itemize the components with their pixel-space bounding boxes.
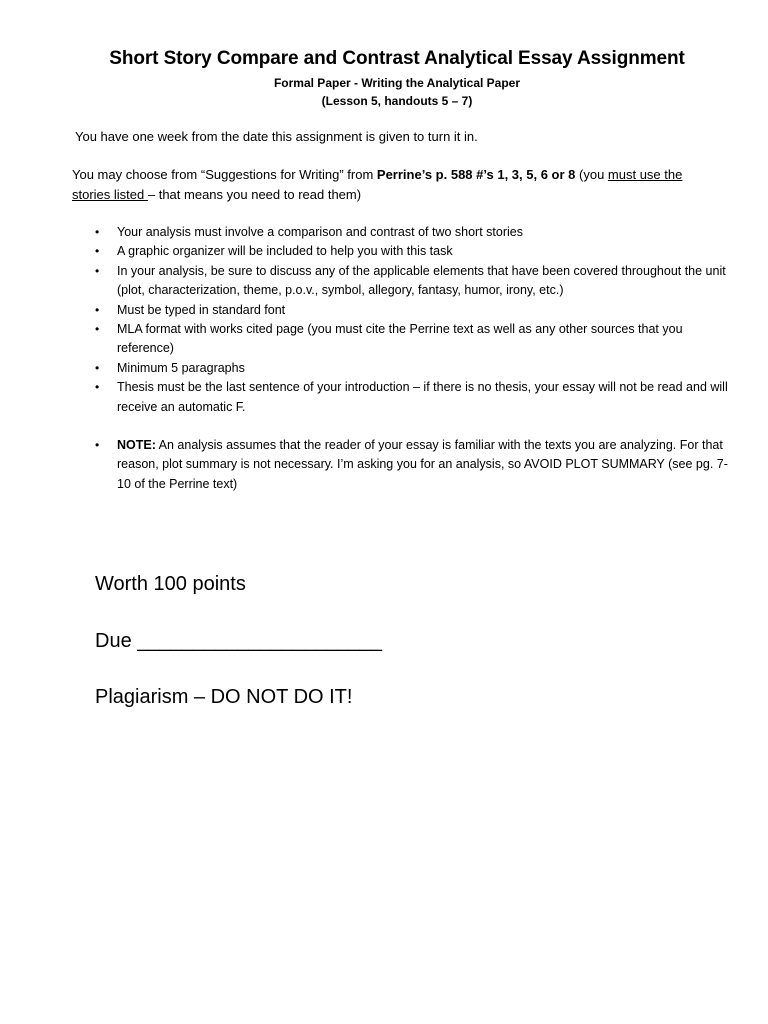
list-item (72, 242, 732, 261)
note-text: An analysis assumes that the reader of your essay is familiar with the texts you are analyzing. For that reason, plot summary is not necessary. I’m asking you for an analysis, so AVOID PLOT SUMMARY (see pg. 7-10 of the Perrine text) (117, 438, 728, 491)
due-window-paragraph: You have one week from the date this assignment is given to turn it in. (75, 129, 478, 144)
choose-underline-1: must use the (607, 167, 683, 182)
list-item-text: Minimum 5 paragraphs (117, 360, 245, 375)
bullet-icon: • (95, 322, 100, 337)
choose-suffix: – that means you need to read them) (147, 187, 362, 202)
subtitle-lesson: (Lesson 5, handouts 5 – 7) (321, 94, 473, 108)
choose-mid: (you (575, 167, 608, 182)
bullet-icon: • (95, 225, 100, 239)
choose-stories-paragraph (72, 165, 732, 205)
list-item-text: Thesis must be the last sentence of your introduction – if there is no thesis, your essay will not be read and will receive an automatic F. (117, 380, 728, 414)
bullet-icon: • (95, 263, 100, 278)
plagiarism-warning: Plagiarism – DO NOT DO IT! (95, 686, 353, 708)
bullet-icon: • (95, 380, 100, 395)
list-item (72, 223, 732, 242)
choose-bold-reference: Perrine’s p. 588 #’s 1, 3, 5, 6 or 8 (376, 167, 576, 182)
bullet-icon: • (95, 302, 100, 317)
bullet-icon: • (95, 438, 100, 453)
worth-points: Worth 100 points (95, 573, 246, 595)
list-item-text: A graphic organizer will be included to help you with this task (117, 244, 453, 259)
subtitle-formal-paper: Formal Paper - Writing the Analytical Paper (273, 76, 521, 90)
due-date-line: Due ______________________ (95, 630, 382, 652)
choose-underline-2: stories listed (72, 187, 148, 202)
list-item-text: Your analysis must involve a comparison and contrast of two short stories (117, 225, 523, 239)
list-item-text: MLA format with works cited page (you must cite the Perrine text as well as any other sources that you reference) (117, 322, 683, 356)
choose-prefix: You may choose from “Suggestions for Writing” from (72, 167, 377, 182)
bullet-icon: • (95, 360, 100, 375)
requirements-list (72, 223, 732, 494)
list-item (72, 359, 732, 378)
list-item (72, 262, 732, 301)
list-item (72, 378, 732, 417)
note-item (72, 436, 732, 494)
list-item (72, 301, 732, 320)
note-label: NOTE: (117, 438, 156, 453)
list-item-text: Must be typed in standard font (117, 302, 286, 317)
list-item (72, 320, 732, 359)
list-item-text: In your analysis, be sure to discuss any of the applicable elements that have been covered throughout the unit (plot, characterization, theme, p.o.v., symbol, allegory, fantasy, humor, irony, etc.) (117, 263, 726, 298)
page-title: Short Story Compare and Contrast Analytical Essay Assignment (109, 48, 685, 69)
bullet-icon: • (95, 244, 100, 259)
